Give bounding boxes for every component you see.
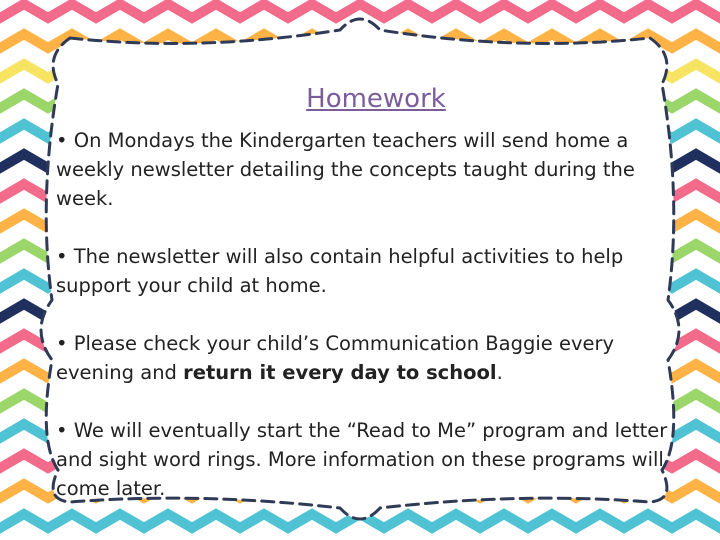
bullet-marker: • [56, 419, 68, 442]
bullet-marker: • [56, 332, 68, 355]
bullet-marker: • [56, 129, 68, 152]
bullet-newsletter [56, 126, 696, 213]
slide-title: Homework [306, 84, 446, 114]
bullet-bold-text: return it every day to school [183, 361, 497, 384]
bullet-text: On Mondays the Kindergarten teachers will send home a weekly newsletter detailing the concepts taught during the week. [56, 129, 635, 210]
bullet-text: We will eventually start the “Read to Me” program and letter and sight word rings. More information on these programs will come later. [56, 419, 668, 500]
bullet-marker: • [56, 245, 68, 268]
bullet-read-to-me [56, 416, 696, 503]
bullet-text-end: . [496, 361, 503, 384]
slide-content [56, 84, 696, 503]
bullet-baggie [56, 329, 696, 387]
bullet-text: Please check your child’s Communication Baggie every evening and [56, 332, 615, 384]
bullet-activities [56, 242, 696, 300]
bullet-text: The newsletter will also contain helpful activities to help support your child at home. [56, 245, 624, 297]
